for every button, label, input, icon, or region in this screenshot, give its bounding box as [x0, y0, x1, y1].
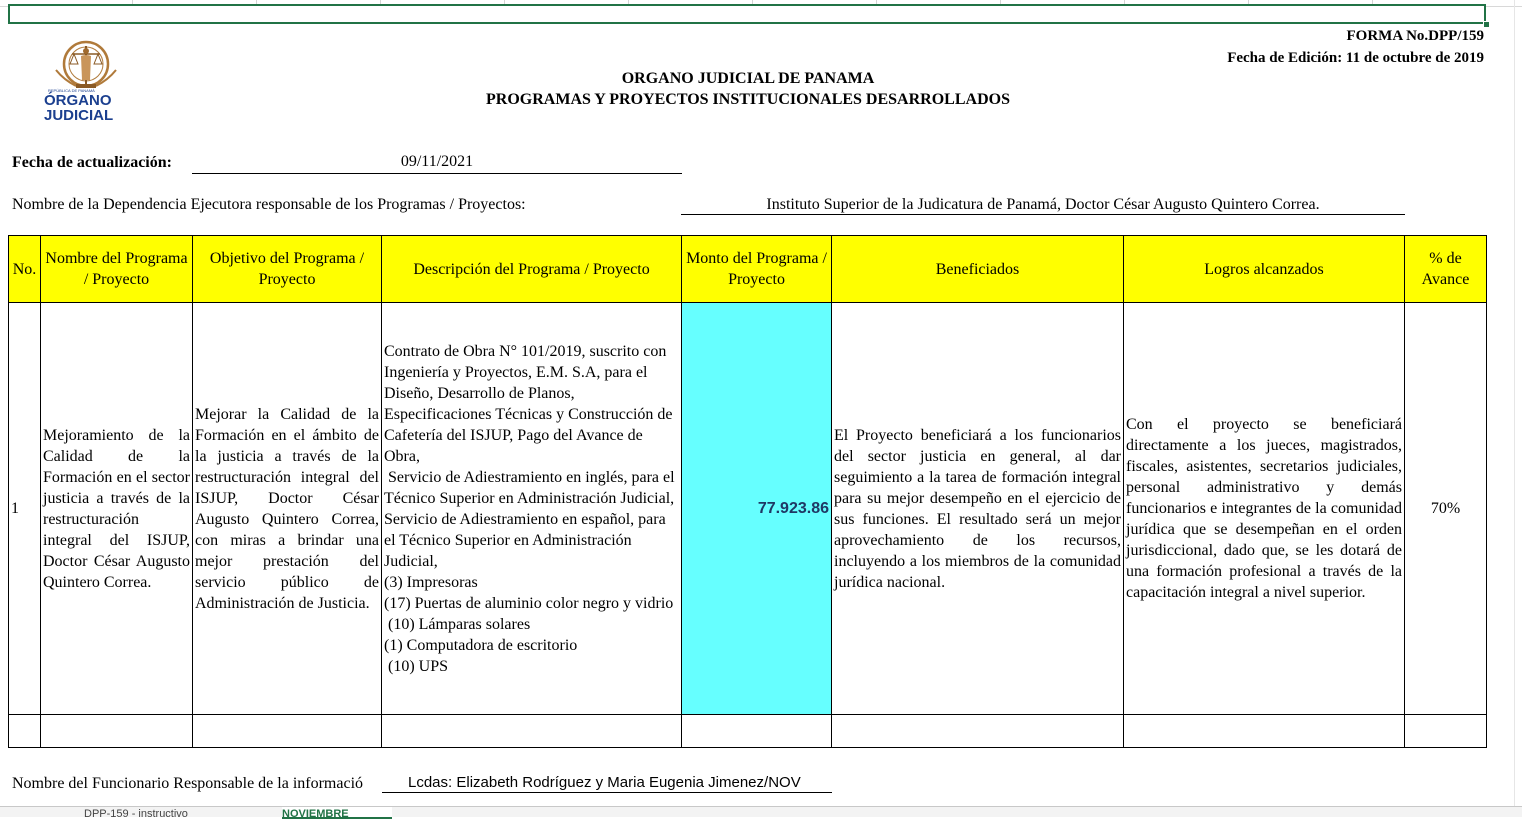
empty-cell[interactable] — [1405, 715, 1487, 748]
descripcion-line: (1) Computadora de escritorio — [384, 636, 578, 654]
sheet-tabs-bar — [0, 806, 1522, 817]
form-number: FORMA No.DPP/159 — [1346, 28, 1484, 44]
header-monto[interactable]: Monto del Programa / Proyecto — [682, 236, 832, 303]
descripcion-line: (10) UPS — [384, 657, 449, 675]
table-row — [9, 303, 1487, 715]
empty-cell[interactable] — [193, 715, 382, 748]
report-subtitle: PROGRAMAS Y PROYECTOS INSTITUCIONALES DESARROLLADOS — [486, 91, 1010, 108]
header-beneficiados[interactable]: Beneficiados — [832, 236, 1124, 303]
empty-cell[interactable] — [682, 715, 832, 748]
descripcion-line: (10) Lámparas solares — [384, 615, 531, 633]
sheet-tab-instructivo[interactable]: DPP-159 - instructivo — [84, 808, 188, 817]
header-no[interactable]: No. — [9, 236, 41, 303]
cell-monto[interactable]: 77.923.86 — [682, 303, 832, 715]
sheet-tab-noviembre[interactable]: NOVIEMBRE — [282, 807, 392, 819]
descripcion-line: (3) Impresoras — [384, 573, 478, 591]
cell-no[interactable]: 1 — [9, 303, 41, 715]
column-gridline — [1514, 0, 1515, 816]
dependency-value[interactable]: Instituto Superior de la Judicatura de Panamá, Doctor César Augusto Quintero Correa. — [681, 196, 1405, 215]
header-objetivo[interactable]: Objetivo del Programa / Proyecto — [193, 236, 382, 303]
header-avance[interactable]: % de Avance — [1405, 236, 1487, 303]
edition-date: Fecha de Edición: 11 de octubre de 2019 — [1227, 50, 1484, 66]
descripcion-line: Contrato de Obra N° 101/2019, suscrito con Ingeniería y Proyectos, E.M. S.A, para el Diseño, Desarrollo de Planos, Especificaciones Técnicas y Construcción de Cafetería del ISJUP, Pago del Avance de Obra, — [384, 342, 677, 465]
cell-avance[interactable]: 70% — [1405, 303, 1487, 715]
empty-cell[interactable] — [382, 715, 682, 748]
projects-table — [8, 235, 1487, 748]
descripcion-line: Servicio de Adiestramiento en inglés, para el Técnico Superior en Administración Judicial, — [384, 468, 679, 507]
fill-handle[interactable] — [1483, 21, 1490, 28]
empty-cell[interactable] — [1124, 715, 1405, 748]
header-nombre[interactable]: Nombre del Programa / Proyecto — [41, 236, 193, 303]
responsible-label: Nombre del Funcionario Responsable de la informació — [12, 775, 364, 792]
logo-small-text: REPÚBLICA DE PANAMÁ — [48, 88, 95, 93]
header-descripcion[interactable]: Descripción del Programa / Proyecto — [382, 236, 682, 303]
cell-descripcion[interactable] — [382, 303, 682, 715]
header-logros[interactable]: Logros alcanzados — [1124, 236, 1405, 303]
logo-line2: JUDICIAL — [44, 107, 114, 124]
dependency-label: Nombre de la Dependencia Ejecutora responsable de los Programas / Proyectos: — [12, 196, 526, 213]
report-title: ORGANO JUDICIAL DE PANAMA — [621, 70, 875, 87]
selected-cell[interactable] — [8, 4, 1486, 24]
cell-nombre[interactable]: Mejoramiento de la Calidad de la Formación en el sector justicia a través de la restructuración integral del ISJUP, Doctor César Augusto Quintero Correa. — [41, 303, 193, 715]
responsible-value[interactable]: Lcdas: Elizabeth Rodríguez y Maria Eugenia Jimenez/NOV — [382, 774, 832, 793]
cell-logros[interactable]: Con el proyecto se beneficiará directamente a los jueces, magistrados, fiscales, asistentes, secretarios judiciales, personal administrativo y demás funcionarios e integrantes de la comunidad jurídica que se desempeñan en el orden jurisdiccional, dado que, se les dotará de una formación profesional a través de la capacitación integral a nivel superior. — [1124, 303, 1405, 715]
update-date-label: Fecha de actualización: — [12, 154, 172, 171]
cell-objetivo[interactable]: Mejorar la Calidad de la Formación en el ámbito de la justicia a través de la restructuración integral del ISJUP, Doctor César Augusto Quintero Correa, con miras a brindar una mejor prestación del servicio público de Administración de Justicia. — [193, 303, 382, 715]
empty-cell[interactable] — [832, 715, 1124, 748]
logo-line1: ÓRGANO — [44, 92, 112, 109]
table-row-empty — [9, 715, 1487, 748]
empty-cell[interactable] — [41, 715, 193, 748]
empty-cell[interactable] — [9, 715, 41, 748]
descripcion-line: Servicio de Adiestramiento en español, para el Técnico Superior en Administración Judicial, — [384, 510, 670, 570]
descripcion-line: (17) Puertas de aluminio color negro y vidrio — [384, 594, 674, 612]
cell-beneficiados[interactable]: El Proyecto beneficiará a los funcionarios del sector justicia en general, al dar seguimiento a la tarea de formación integral para su mejor desempeño en el ejercicio de sus funciones. El resultado será un mejor aprovechamiento de los recursos, incluyendo a los miembros de la comunidad jurídica nacional. — [832, 303, 1124, 715]
table-header-row — [9, 236, 1487, 303]
update-date-value[interactable]: 09/11/2021 — [192, 153, 682, 174]
